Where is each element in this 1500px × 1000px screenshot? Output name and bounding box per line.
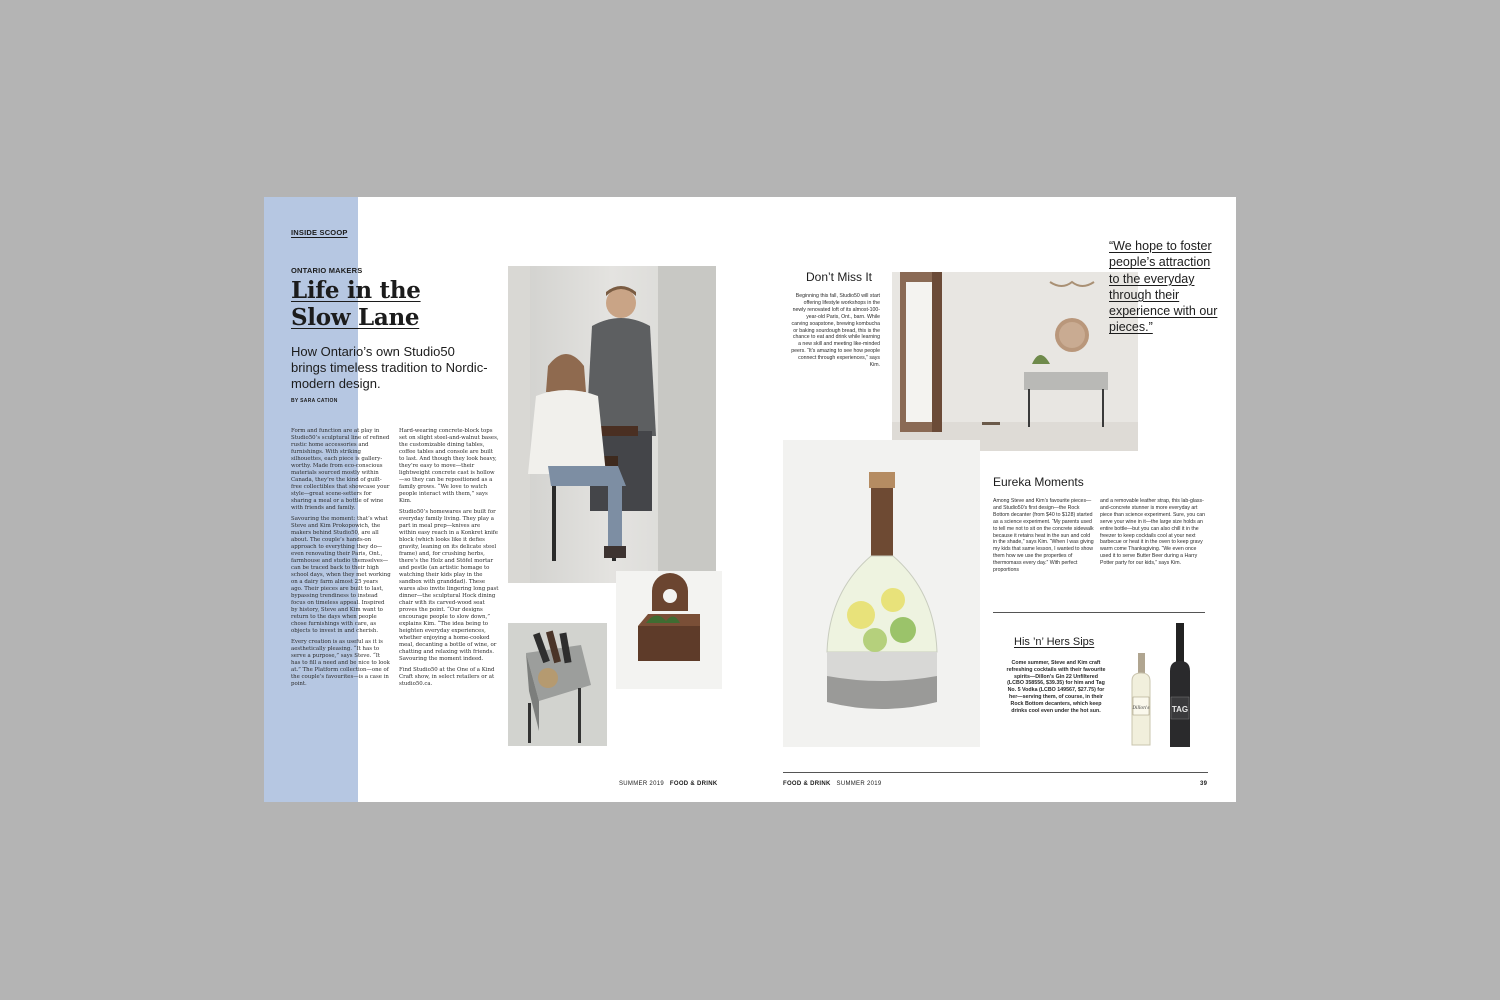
bottle2-label: TAG — [1171, 705, 1189, 714]
paragraph: Studio50’s homewares are built for everyday family living. They play a part in meal prep—knives are within easy reach in a Konkret knife block (which looks like it defies gravity, leaning on its delicate steel frame) and, for crushing herbs, there’s the Holz and Stöfel mortar and pestle (an artistic homage to watching their kids play in the sandbox with granddad). These wares also invite lingering long past dinner—the sculptural Hock dining chair with its carved-wood seat proves the point. “Our designs encourage people to slow down,” explains Kim. “The idea being to heighten everyday experiences, whether enjoying a home-cooked meal, decanting a bottle of wine, or chatting and relaxing with friends. Savouring the moment indeed. — [399, 509, 499, 662]
bottles-photo — [1122, 619, 1208, 753]
dont-miss-text: Beginning this fall, Studio50 will start offering lifestyle workshops in the newly renovated loft of its almost-100-year-old Paris, Ont., barn. While carving soapstone, brewing kombucha or baking sourdough bread, this is the chance to eat and drink while learning a new skill and meeting like-minded peers. “It’s amazing to see how people connect through experiences,” says Kim. — [791, 293, 880, 369]
dont-miss-heading: Don’t Miss It — [806, 270, 873, 284]
article-dek: How Ontario’s own Studio50 brings timeless tradition to Nordic-modern design. — [291, 344, 488, 391]
body-column-1 — [291, 428, 391, 692]
folio-date: SUMMER 2019 — [619, 781, 664, 787]
pull-quote-text: “We hope to foster people’s attraction to the everyday through their experience with our pieces.” — [1109, 239, 1218, 335]
byline: BY SARA CATION — [291, 398, 338, 404]
paragraph: Savouring the moment: that’s what Steve and Kim Prokopowich, the makers behind Studio50, are all about. The couple’s hands-on approach to everything they do—even renovating their Paris, Ont., farmhouse and studio themselves—can be traced back to their high school days, when they met working on a dairy farm almost 25 years ago. Their pieces are built to last, bypassing trendiness to instead focus on timeless appeal. Inspired by history, Steve and Kim want to return to the days when people chose furnishings with care, as objects to invest in and cherish. — [291, 516, 391, 634]
paragraph: Hard-wearing concrete-block tops set on slight steel-and-walnut bases, the customizable dining tables, coffee tables and console are built to last. And though they look heavy, they’re easy to move—their lightweight concrete cast is hollow—so they can be repositioned as a family grows. “We love to watch people interact with them,” says Kim. — [399, 428, 499, 504]
paragraph: Find Studio50 at the One of a Kind Craft show, in select retailers or at studio50.ca. — [399, 667, 495, 687]
folio-section: FOOD & DRINK — [669, 781, 718, 787]
section-tag: INSIDE SCOOP — [291, 228, 348, 237]
page-number: 39 — [1200, 781, 1208, 787]
eureka-heading: Eureka Moments — [993, 475, 1084, 489]
title-line-2: Slow Lane — [291, 304, 420, 331]
sips-heading: His ’n’ Hers Sips — [1014, 636, 1095, 648]
kicker: ONTARIO MAKERS — [291, 266, 363, 275]
sips-text: Come summer, Steve and Kim craft refreshing cocktails with their favourite spirits—Dillon’s Gin 22 Unfiltered (LCBO 358556, $39.35) for him and Tag No. 5 Vodka (LCBO 149567, $27.75) for her—serving them, of course, in their Rock Bottom decanters, which keep drinks cool even under the hot sun. — [1006, 660, 1106, 714]
section-divider — [993, 612, 1205, 613]
folio-left — [619, 781, 718, 787]
folio-right — [783, 781, 882, 787]
folio-date: SUMMER 2019 — [836, 781, 882, 787]
title-line-1: Life in the — [291, 277, 421, 304]
paragraph: Every creation is as useful as it is aesthetically pleasing. “It has to serve a purpose,” says Steve. “It has to fill a need and be nice to look at.” The Platform collection—one of the couple’s favourites—is a case in point. — [291, 639, 390, 687]
decanter-photo — [783, 440, 980, 747]
left-page — [264, 197, 750, 802]
eureka-column-2: and a removable leather strap, this lab-glass-and-concrete stunner is more everyday art piece than science experiment. Sure, you can serve your wine in it—the large size holds an entire bottle—but you can also chill it in the freezer to keep cocktails cool at your next barbecue or heat it in the oven to keep gravy warm come Thanksgiving. “We even once used it to serve Butter Beer during a Harry Potter party for our kids,” says Kim. — [1100, 498, 1205, 567]
couple-photo — [508, 266, 716, 583]
loft-photo — [892, 272, 1138, 451]
wooden-caddy-photo — [616, 571, 722, 689]
article-title — [291, 277, 491, 331]
folio-section: FOOD & DRINK — [783, 781, 831, 787]
right-page — [750, 197, 1236, 802]
knife-block-photo — [508, 623, 607, 746]
bottle1-label: Dillon's — [1132, 706, 1150, 711]
eureka-column-1: Among Steve and Kim’s favourite pieces—and Studio50’s first design—the Rock Bottom decanter (from $40 to $128) started as a science experiment. “My parents used to tell me not to sit on the concrete sidewalk because it retains heat in the sun and cold in the shade,” says Kim. “When I was giving my kids that same lesson, I wanted to show them how we use the properties of thermomass every day.” With perfect proportions — [993, 498, 1094, 574]
footer-rule — [783, 772, 1208, 773]
body-column-2 — [399, 428, 499, 692]
pull-quote — [1109, 238, 1221, 336]
paragraph: Form and function are at play in Studio50’s sculptural line of refined rustic home accessories and furnishings. With striking silhouettes, each piece is gallery-worthy. Made from eco-conscious materials sourced mostly within Canada, they’re the kind of guilt-free collectibles that showcase your style—great scene-setters for sharing a meal or a bottle of wine with friends and family. — [291, 428, 390, 511]
